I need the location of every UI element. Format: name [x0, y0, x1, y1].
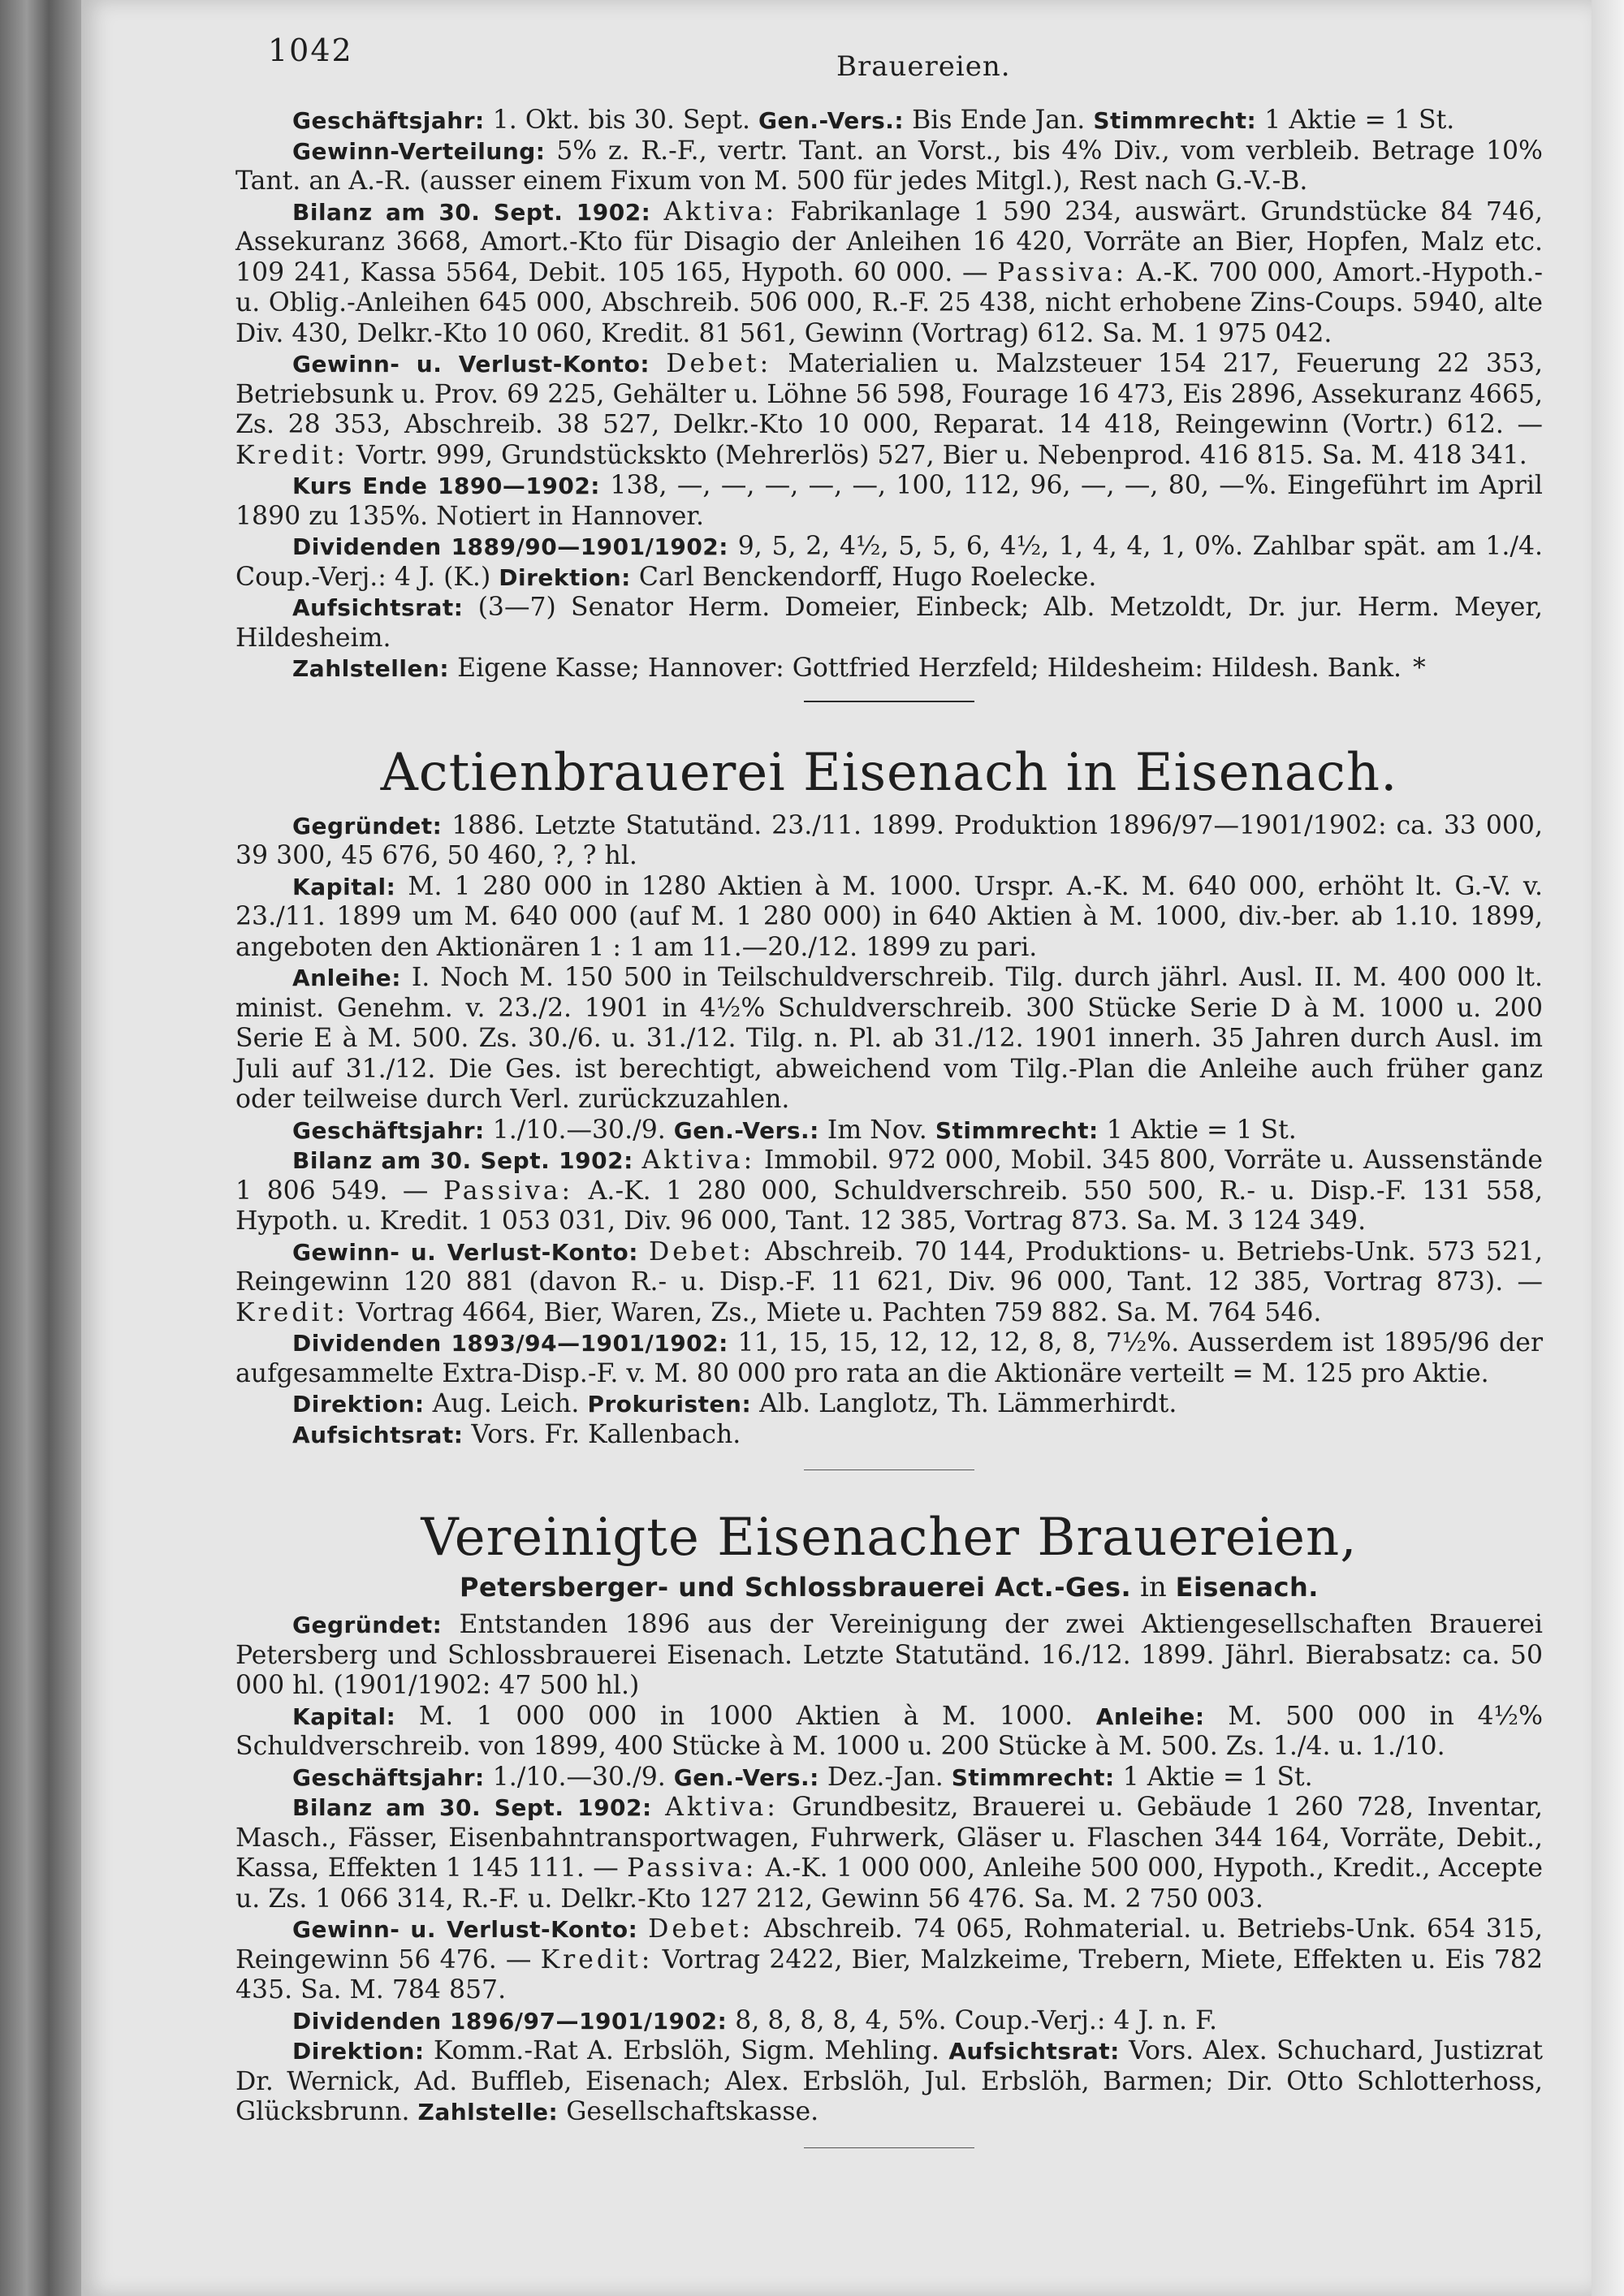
text-anleihe: I. Noch M. 150 500 in Teilschuldverschreib. Tilg. durch jährl. Ausl. II. M. 400 000 lt. minist. Genehm. v. 23./2. 1901 in 4½% Schuldverschreib. 300 Stücke Serie D à M. 1000 u. 200 Serie E à M. 500. Zs. 30./6. u. 31./12. Tilg. n. Pl. ab 31./12. 1901 innerh. 35 Jahren durch Ausl. im Juli auf 31./12. Die Ges. ist berechtigt, abweichend vom Tilg.-Plan die Anleihe auch früher ganz oder teilweise durch Verl. zurückzuzahlen. — [235, 963, 1543, 1114]
label-kredit: Kredit: — [235, 1297, 348, 1327]
label-kurs: Kurs Ende 1890—1902: — [292, 473, 601, 499]
label-aufsichtsrat: Aufsichtsrat: — [292, 594, 464, 621]
text-gegruendet: 1886. Letzte Statutänd. 23./11. 1899. Produktion 1896/97—1901/1902: ca. 33 000, 39 300, 45 676, 50 460, ?, ? hl. — [235, 810, 1543, 870]
text-aktiva: Fabrikanlage 1 590 234, auswärt. Grundstücke 84 746, Assekuranz 3668, Amort.-Kto für Disagio der Anleihen 16 420, Vorräte an Bier, Hopfen, Malz etc. 109 241, Kassa 5564, Debit. 105 165, Hypoth. 60 000. — — [235, 196, 1543, 287]
text-passiva: A.-K. 700 000, Amort.-Hypoth.-u. Oblig.-Anleihen 645 000, Abschreib. 506 000, R.-F. 25 438, nicht erhobene Zins-Coups. 5940, alte Div. 430, Delkr.-Kto 10 060, Kredit. 81 561, Gewinn (Vortrag) 612. Sa. M. 1 975 042. — [235, 257, 1543, 348]
label-zahlstelle: Zahlstelle: — [417, 2099, 559, 2126]
label-gegruendet: Gegründet: — [292, 1612, 443, 1638]
fiscal-year-paragraph — [235, 1116, 1543, 1146]
label-geschaeftsjahr: Geschäftsjahr: — [292, 107, 485, 134]
label-bilanz: Bilanz am 30. Sept. 1902: — [292, 1147, 633, 1174]
text-gen-vers: Bis Ende Jan. — [904, 106, 1094, 135]
label-passiva: Passiva: — [627, 1854, 758, 1883]
page-edge — [1592, 0, 1624, 2296]
label-direktion: Direktion: — [499, 563, 631, 591]
label-aktiva: Aktiva: — [665, 1793, 779, 1822]
text-gen-vers: Im Nov. — [818, 1115, 935, 1145]
label-aktiva: Aktiva: — [641, 1146, 756, 1175]
profit-loss-paragraph — [235, 1914, 1543, 2006]
label-direktion: Direktion: — [292, 2038, 425, 2065]
loan-paragraph — [235, 963, 1543, 1116]
text-dividenden: 11, 15, 15, 12, 12, 12, 8, 8, 7½%. Ausserdem ist 1895/96 der aufgesammelte Extra-Disp.-F. v. M. 80 000 pro rata an die Aktionäre verteilt = M. 125 pro Aktie. — [235, 1328, 1544, 1388]
text-aufsichtsrat: Vors. Alex. Schuchard, Justizrat Dr. Wernick, Ad. Buffleb, Eisenach; Alex. Erbslöh, Jul. Erbslöh, Barmen; Dir. Otto Schlotterhoss, Glücksbrunn. — [235, 2036, 1544, 2126]
text-aufsichtsrat: (3—7) Senator Herm. Domeier, Einbeck; Alb. Metzoldt, Dr. jur. Herm. Meyer, Hildesheim. — [235, 593, 1543, 653]
page-number: 1042 — [268, 32, 353, 68]
text-kredit: Vortrag 2422, Bier, Malzkeime, Trebern, Miete, Effekten u. Eis 782 435. Sa. M. 784 857. — [235, 1944, 1543, 2005]
text-passiva: A.-K. 1 280 000, Schuldverschreib. 550 500, R.- u. Disp.-F. 131 558, Hypoth. u. Kredit. 1 053 031, Div. 96 000, Tant. 12 385, Vortrag 873. Sa. M. 3 124 349. — [235, 1176, 1543, 1236]
label-kapital: Kapital: — [292, 873, 396, 900]
dividends-paragraph — [235, 1328, 1543, 1389]
text-direktion: Aug. Leich. — [424, 1389, 588, 1418]
management-paragraph — [235, 2036, 1543, 2128]
label-aktiva: Aktiva: — [663, 196, 778, 227]
label-dividenden: Dividenden 1896/97—1901/1902: — [292, 2007, 728, 2035]
text-aufsichtsrat: Vors. Fr. Kallenbach. — [463, 1419, 741, 1449]
label-stimmrecht: Stimmrecht: — [1093, 107, 1257, 134]
label-gegruendet: Gegründet: — [292, 812, 443, 839]
profit-loss-paragraph — [235, 349, 1543, 471]
text-kredit: Vortr. 999, Grundstückskto (Mehrerlös) 527, Bier u. Nebenprod. 416 815. Sa. M. 418 341. — [348, 440, 1527, 470]
section-divider — [804, 2147, 974, 2148]
text-debet: Abschreib. 70 144, Produktions- u. Betriebs-Unk. 573 521, Reingewinn 120 881 (davon R.- u. Disp.-F. 11 621, Div. 96 000, Tant. 12 385, Vortrag 873). — — [235, 1236, 1544, 1297]
label-gen-vers: Gen.-Vers.: — [673, 1116, 819, 1144]
text-kurs: 138, —, —, —, —, —, 100, 112, 96, —, —, 80, —%. Eingeführt im April 1890 zu 135%. Notiert in Hannover. — [235, 471, 1543, 531]
text-stimmrecht: 1 Aktie = 1 St. — [1114, 1762, 1313, 1792]
text-kapital: M. 1 000 000 in 1000 Aktien à M. 1000. — [395, 1701, 1096, 1731]
text-dividenden: 8, 8, 8, 8, 4, 5%. Coup.-Verj.: 4 J. n. F. — [727, 2005, 1218, 2035]
text-kapital: M. 1 280 000 in 1280 Aktien à M. 1000. Urspr. A.-K. M. 640 000, erhöht lt. G.-V. v. 23./11. 1899 um M. 640 000 (auf M. 1 280 000) in 640 Aktien à M. 1000, div.-ber. ab 1.10. 1899, angeboten den Aktionären 1 : 1 am 11.—20./12. 1899 zu pari. — [235, 871, 1543, 962]
dividends-paragraph — [235, 532, 1543, 593]
profit-loss-paragraph — [235, 1237, 1543, 1329]
balance-paragraph — [235, 197, 1543, 350]
label-gewinn-verlust: Gewinn- u. Verlust-Konto: — [292, 1916, 638, 1943]
dividends-paragraph — [235, 2006, 1543, 2037]
section-divider — [804, 701, 974, 702]
company-subtitle — [235, 1571, 1543, 1603]
label-prokuristen: Prokuristen: — [587, 1391, 752, 1418]
entry-continuation — [235, 106, 1543, 684]
label-debet: Debet: — [648, 1914, 754, 1944]
text-stimmrecht: 1 Aktie = 1 St. — [1256, 106, 1455, 135]
running-head: Brauereien. — [836, 50, 1011, 83]
label-gewinn-verlust: Gewinn- u. Verlust-Konto: — [292, 1238, 638, 1266]
label-kredit: Kredit: — [235, 440, 348, 470]
subtitle-in: in — [1131, 1571, 1176, 1603]
label-dividenden: Dividenden 1889/90—1901/1902: — [292, 533, 728, 560]
entry-vereinigte-eisenacher-brauereien — [235, 1508, 1543, 2128]
text-zahlstelle: Gesellschaftskasse. — [558, 2097, 819, 2126]
label-bilanz: Bilanz am 30. Sept. 1902: — [292, 198, 651, 226]
label-stimmrecht: Stimmrecht: — [951, 1763, 1115, 1791]
balance-paragraph — [235, 1146, 1543, 1237]
text-gegruendet: Entstanden 1896 aus der Vereinigung der zwei Aktiengesellschaften Brauerei Petersberg und Schlossbrauerei Eisenach. Letzte Statutänd. 16./12. 1899. Jährl. Bierabsatz: ca. 50 000 hl. (1901/1902: 47 500 hl.) — [235, 1610, 1543, 1700]
text-prokuristen: Alb. Langlotz, Th. Lämmerhirdt. — [751, 1389, 1177, 1418]
fiscal-year-paragraph — [235, 106, 1543, 136]
page-content — [235, 106, 1543, 2186]
label-gen-vers: Gen.-Vers.: — [758, 107, 905, 134]
page-header — [268, 32, 1535, 89]
paying-agents-paragraph — [235, 654, 1543, 684]
text-stimmrecht: 1 Aktie = 1 St. — [1098, 1115, 1297, 1145]
book-spine — [0, 0, 89, 2296]
text-geschaeftsjahr: 1./10.—30./9. — [484, 1115, 674, 1145]
text-debet: Materialien u. Malzsteuer 154 217, Feuerung 22 353, Betriebsunk u. Prov. 69 225, Gehälter u. Löhne 56 598, Fourage 16 473, Eis 2896, Assekuranz 4665, Zs. 28 353, Abschreib. 38 527, Delkr.-Kto 10 000, Reparat. 14 418, Reingewinn (Vortr.) 612. — — [235, 349, 1543, 439]
label-bilanz: Bilanz am 30. Sept. 1902: — [292, 1794, 652, 1821]
supervisory-board-paragraph — [235, 593, 1543, 654]
management-paragraph — [235, 1389, 1543, 1420]
balance-paragraph — [235, 1793, 1543, 1914]
company-title: Actienbrauerei Eisenach in Eisenach. — [380, 742, 1398, 803]
text-debet: Abschreib. 74 065, Rohmaterial. u. Betriebs-Unk. 654 315, Reingewinn 56 476. — — [235, 1914, 1543, 1974]
label-gewinn-verlust: Gewinn- u. Verlust-Konto: — [292, 351, 650, 378]
founded-paragraph — [235, 1610, 1543, 1702]
label-debet: Debet: — [666, 349, 772, 378]
text-aktiva: Immobil. 972 000, Mobil. 345 800, Vorräte u. Aussenstände 1 806 549. — — [235, 1146, 1543, 1206]
text-kredit: Vortrag 4664, Bier, Waren, Zs., Miete u. Pachten 759 882. Sa. M. 764 546. — [348, 1297, 1322, 1327]
label-anleihe: Anleihe: — [1095, 1703, 1205, 1730]
price-paragraph — [235, 471, 1543, 532]
label-kapital: Kapital: — [292, 1703, 396, 1730]
company-title: Vereinigte Eisenacher Brauereien, — [421, 1508, 1358, 1568]
subtitle-city: Eisenach. — [1175, 1572, 1319, 1603]
fiscal-year-paragraph — [235, 1763, 1543, 1793]
supervisory-board-paragraph — [235, 1420, 1543, 1451]
label-aufsichtsrat: Aufsichtsrat: — [948, 2038, 1120, 2065]
profit-distribution-paragraph — [235, 136, 1543, 197]
label-gen-vers: Gen.-Vers.: — [673, 1763, 819, 1791]
label-direktion: Direktion: — [292, 1391, 425, 1418]
text-dividenden: 9, 5, 2, 4½, 5, 5, 6, 4½, 1, 4, 4, 1, 0%. Zahlbar spät. am 1./4. Coup.-Verj.: 4 J. (K.) — [235, 532, 1543, 592]
label-geschaeftsjahr: Geschäftsjahr: — [292, 1763, 485, 1791]
capital-paragraph — [235, 872, 1543, 964]
text-direktion: Carl Benckendorff, Hugo Roelecke. — [630, 562, 1097, 592]
label-stimmrecht: Stimmrecht: — [935, 1116, 1099, 1144]
label-zahlstellen: Zahlstellen: — [292, 655, 450, 682]
label-anleihe: Anleihe: — [292, 965, 401, 991]
text-anleihe: M. 500 000 in 4½% Schuldverschreib. von 1899, 400 Stücke à M. 1000 u. 200 Stücke à M. 500. Zs. 1./4. u. 1./10. — [235, 1701, 1543, 1761]
label-passiva: Passiva: — [443, 1176, 574, 1206]
capital-paragraph — [235, 1702, 1543, 1763]
text-aktiva: Grundbesitz, Brauerei u. Gebäude 1 260 728, Inventar, Masch., Fässer, Eisenbahntransportwagen, Fuhrwerk, Gläser u. Flaschen 344 164, Vorräte, Debit., Kassa, Effekten 1 145 111. — — [235, 1793, 1543, 1883]
text-gewinn-verteilung: 5% z. R.-F., vertr. Tant. an Vorst., bis 4% Div., vom verbleib. Betrage 10% Tant. an A.-R. (ausser einem Fixum von M. 500 für jedes Mitgl.), Rest nach G.-V.-B. — [235, 136, 1543, 196]
text-geschaeftsjahr: 1./10.—30./9. — [484, 1762, 674, 1792]
text-passiva: A.-K. 1 000 000, Anleihe 500 000, Hypoth., Kredit., Accepte u. Zs. 1 066 314, R.-F. u. Delkr.-Kto 127 212, Gewinn 56 476. Sa. M. 2 750 003. — [235, 1854, 1543, 1914]
label-geschaeftsjahr: Geschäftsjahr: — [292, 1116, 485, 1144]
text-direktion: Komm.-Rat A. Erbslöh, Sigm. Mehling. — [424, 2036, 949, 2065]
label-dividenden: Dividenden 1893/94—1901/1902: — [292, 1330, 728, 1357]
entry-actienbrauerei-eisenach — [235, 743, 1543, 1451]
subtitle-company-name: Petersberger- und Schlossbrauerei Act.-Ges. — [460, 1572, 1132, 1603]
label-debet: Debet: — [649, 1236, 755, 1267]
label-kredit: Kredit: — [540, 1944, 654, 1974]
founded-paragraph — [235, 811, 1543, 872]
label-passiva: Passiva: — [997, 257, 1128, 287]
label-aufsichtsrat: Aufsichtsrat: — [292, 1421, 464, 1448]
text-zahlstellen: Eigene Kasse; Hannover: Gottfried Herzfeld; Hildesheim: Hildesh. Bank. — [449, 654, 1402, 683]
label-gewinn-verteilung: Gewinn-Verteilung: — [292, 137, 546, 165]
text-geschaeftsjahr: 1. Okt. bis 30. Sept. — [484, 106, 759, 135]
text-gen-vers: Dez.-Jan. — [818, 1762, 952, 1792]
star-mark: * — [1413, 654, 1426, 683]
